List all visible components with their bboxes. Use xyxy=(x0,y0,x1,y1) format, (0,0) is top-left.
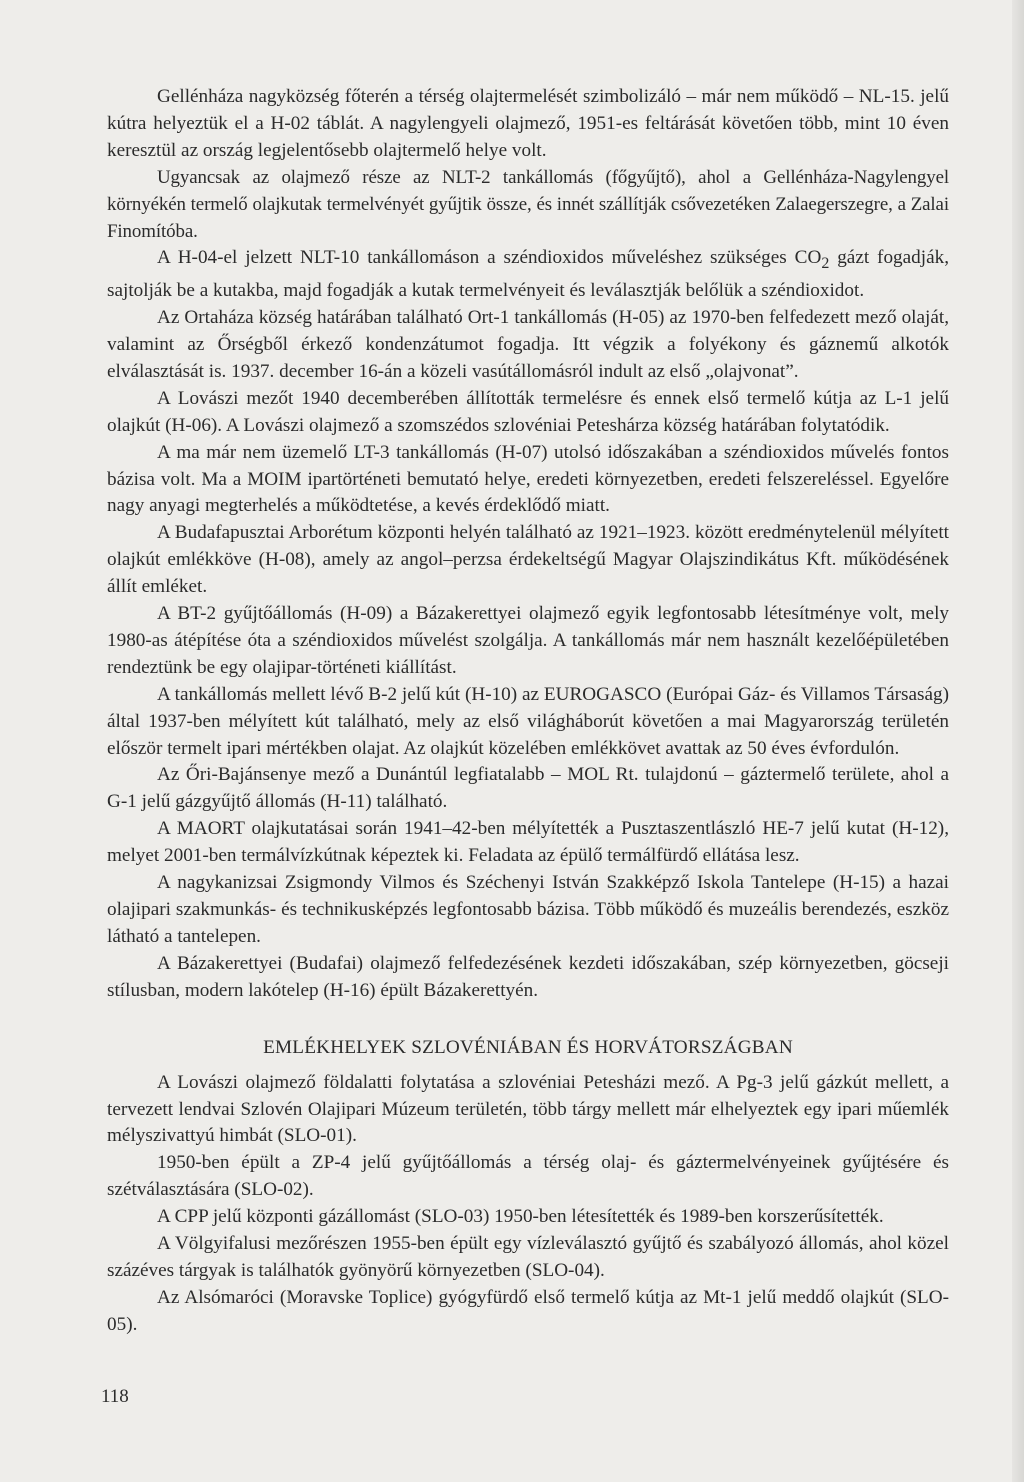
paragraph: A tankállomás mellett lévő B-2 jelű kút (H-10) az EUROGASCO (Európai Gáz- és Villamos Társaság) által 1937-ben mélyített kút található, mely az első világháborút követően a mai Magyarország területén először termelt ipari mértékben olajat. Az olajkút közelében emlékkövet avattak az 50 éves évfordulón. xyxy=(107,683,949,759)
paragraph: A MAORT olajkutatásai során 1941–42-ben mélyítették a Pusztaszentlászló HE-7 jelű kutat (H-12), melyet 2001-ben termálvízkútnak képeztek ki. Feladata az épülő termálfürdő ellátása lesz. xyxy=(107,818,949,867)
paragraph: 1950-ben épült a ZP-4 jelű gyűjtőállomás a térség olaj- és gáztermelvényeinek gyűjtésére és szétválasztására (SLO-02). xyxy=(107,1152,949,1201)
paragraph: Gellénháza nagyközség főterén a térség olajtermelését szimbolizáló – már nem működő – NL-15. jelű kútra helyeztük el a H-02 táblát. A nagylengyeli olajmező, 1951-es feltárását követően több, mint 10 éven keresztül az ország legjelentősebb olajtermelő helye volt. xyxy=(107,86,949,161)
paragraph: A Bázakerettyei (Budafai) olajmező felfedezésének kezdeti időszakában, szép környezetben, göcseji stílusban, modern lakótelep (H-16) épült Bázakerettyén. xyxy=(107,952,949,1001)
paragraph: A BT-2 gyűjtőállomás (H-09) a Bázakerettyei olajmező egyik legfontosabb létesítménye volt, mely 1980-as átépítése óta a széndioxidos művelést szolgálja. A tankállomás már nem használt kezelőépületében rendeztünk be egy olajipar-történeti kiállítást. xyxy=(107,603,949,678)
paragraph: A Budafapusztai Arborétum központi helyén található az 1921–1923. között eredménytelenül mélyített olajkút emlékköve (H-08), amely az angol–perzsa érdekeltségű Magyar Olajszindikátus Kft. működésének állít emléket. xyxy=(107,522,949,598)
paragraph: Az Alsómaróci (Moravske Toplice) gyógyfürdő első termelő kútja az Mt-1 jelű meddő olajkút (SLO-05). xyxy=(107,1286,949,1335)
paragraph: A ma már nem üzemelő LT-3 tankállomás (H-07) utolsó időszakában a széndioxidos művelés fontos bázisa volt. Ma a MOIM ipartörténeti bemutató helye, eredeti környezetben, eredeti felszereléssel. Egyelőre nagy anyagi megterhelés a működtetése, a kevés érdeklődő miatt. xyxy=(107,441,949,517)
section-heading: EMLÉKHELYEK SZLOVÉNIÁBAN ÉS HORVÁTORSZÁGBAN xyxy=(263,1036,793,1058)
paragraph: A nagykanizsai Zsigmondy Vilmos és Széchenyi István Szakképző Iskola Tantelepe (H-15) a hazai olajipari szakmunkás- és technikusképzés legfontosabb bázisa. Több működő és muzeális berendezés, eszköz látható a tantelepen. xyxy=(107,872,949,947)
paragraph: A Lovászi olajmező földalatti folytatása a szlovéniai Petesházi mező. A Pg-3 jelű gázkút mellett, a tervezett lendvai Szlovén Olajipari Múzeum területén, több tárgy mellett már elhelyeztek egy ipari műemlék mélyszivattyú himbát (SLO-01). xyxy=(107,1071,949,1147)
paragraph: A Völgyifalusi mezőrészen 1955-ben épült egy vízleválasztó gyűjtő és szabályozó állomás, ahol közel százéves tárgyak is találhatók gyönyörű környezetben (SLO-04). xyxy=(107,1233,949,1281)
paragraph: Ugyancsak az olajmező része az NLT-2 tankállomás (főgyűjtő), ahol a Gellénháza-Nagylengyel környékén termelő olajkutak termelvényét gyűjtik össze, és innét szállítják csővezetéken Zalaegerszegre, a Zalai Finomítóba. xyxy=(107,166,949,242)
page-number: 118 xyxy=(101,1386,129,1407)
paragraph: Az Ortaháza község határában található Ort-1 tankállomás (H-05) az 1970-ben felfedezett mező olaját, valamint az Őrségből érkező kondenzátumot fogadja. Itt végzik a folyékony és gáznemű alkotók elválasztását is. 1937. december 16-án a közeli vasútállomásról indult az első „olajvonat”. xyxy=(107,307,949,382)
body-text xyxy=(107,84,949,1339)
paragraph-co2 xyxy=(107,245,949,305)
co2-text-after: gázt fogadják, sajtolják be a kutakba, majd fogadják a kutak termelvényeit és leválasztják belőlük a széndioxidot. xyxy=(107,247,949,302)
co2-subscript: 2 xyxy=(821,255,830,273)
paragraph: A Lovászi mezőt 1940 decemberében állították termelésre és ennek első termelő kútja az L-1 jelű olajkút (H-06). A Lovászi olajmező a szomszédos szlovéniai Peteshárza község határában folytatódik. xyxy=(107,387,949,436)
page-spine-shadow xyxy=(1012,0,1024,1482)
paragraph: Az Őri-Bajánsenye mező a Dunántúl legfiatalabb – MOL Rt. tulajdonú – gáztermelő területe, ahol a G-1 jelű gázgyűjtő állomás (H-11) található. xyxy=(107,764,949,813)
paragraph: A CPP jelű központi gázállomást (SLO-03) 1950-ben létesítették és 1989-ben korszerűsítették. xyxy=(157,1206,884,1228)
co2-text-before: A H-04-el jelzett NLT-10 tankállomáson a széndioxidos műveléshez szükséges CO xyxy=(157,247,822,269)
